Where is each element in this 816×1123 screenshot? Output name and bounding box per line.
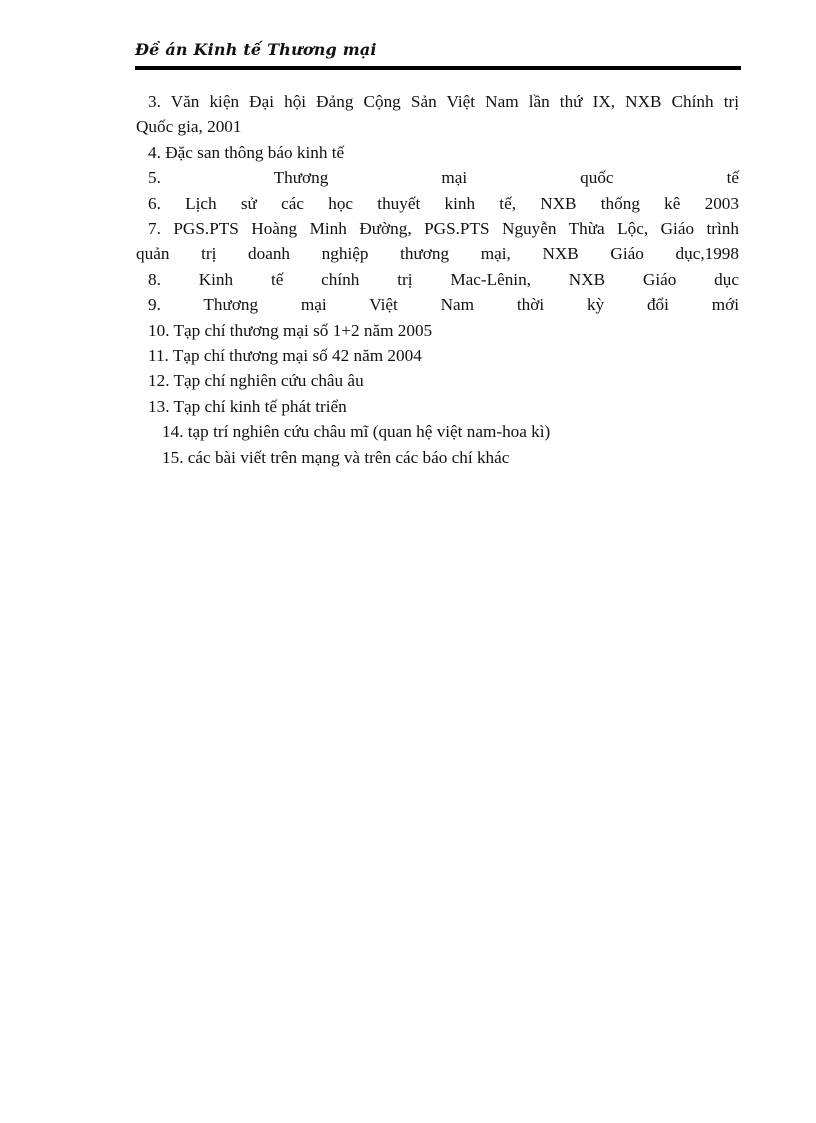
reference-item-13: 13. Tạp chí kinh tế phát triển <box>148 396 347 416</box>
reference-item-5: 5. Thương mại quốc tế <box>148 168 739 188</box>
reference-item-7-line-2: quản trị doanh nghiệp thương mại, NXB Giáo dục,1998 <box>136 244 739 264</box>
reference-item-4: 4. Đặc san thông báo kinh tế <box>148 142 345 162</box>
reference-list <box>136 89 739 470</box>
reference-item-15: 15. các bài viết trên mạng và trên các báo chí khác <box>162 447 510 467</box>
reference-item-9: 9. Thương mại Việt Nam thời kỳ đổi mới <box>148 295 739 315</box>
reference-item-14: 14. tạp trí nghiên cứu châu mĩ (quan hệ việt nam-hoa kì) <box>162 422 551 442</box>
reference-item-8: 8. Kinh tế chính trị Mac-Lênin, NXB Giáo dục <box>148 269 739 289</box>
reference-item-6: 6. Lịch sử các học thuyết kinh tế, NXB thống kê 2003 <box>148 193 739 213</box>
reference-item-11: 11. Tạp chí thương mại số 42 năm 2004 <box>148 346 422 366</box>
reference-item-12: 12. Tạp chí nghiên cứu châu âu <box>148 371 364 391</box>
page-header <box>135 40 741 70</box>
reference-item-3-line-1: 3. Văn kiện Đại hội Đảng Cộng Sản Việt Nam lần thứ IX, NXB Chính trị <box>148 92 739 111</box>
reference-item-7-line-1: 7. PGS.PTS Hoàng Minh Đường, PGS.PTS Nguyễn Thừa Lộc, Giáo trình <box>148 219 739 239</box>
header-rule <box>135 66 741 70</box>
reference-item-10: 10. Tạp chí thương mại số 1+2 năm 2005 <box>148 320 433 340</box>
reference-item-3-line-2: Quốc gia, 2001 <box>136 117 242 137</box>
header-title: Đề án Kinh tế Thương mại <box>135 40 377 59</box>
